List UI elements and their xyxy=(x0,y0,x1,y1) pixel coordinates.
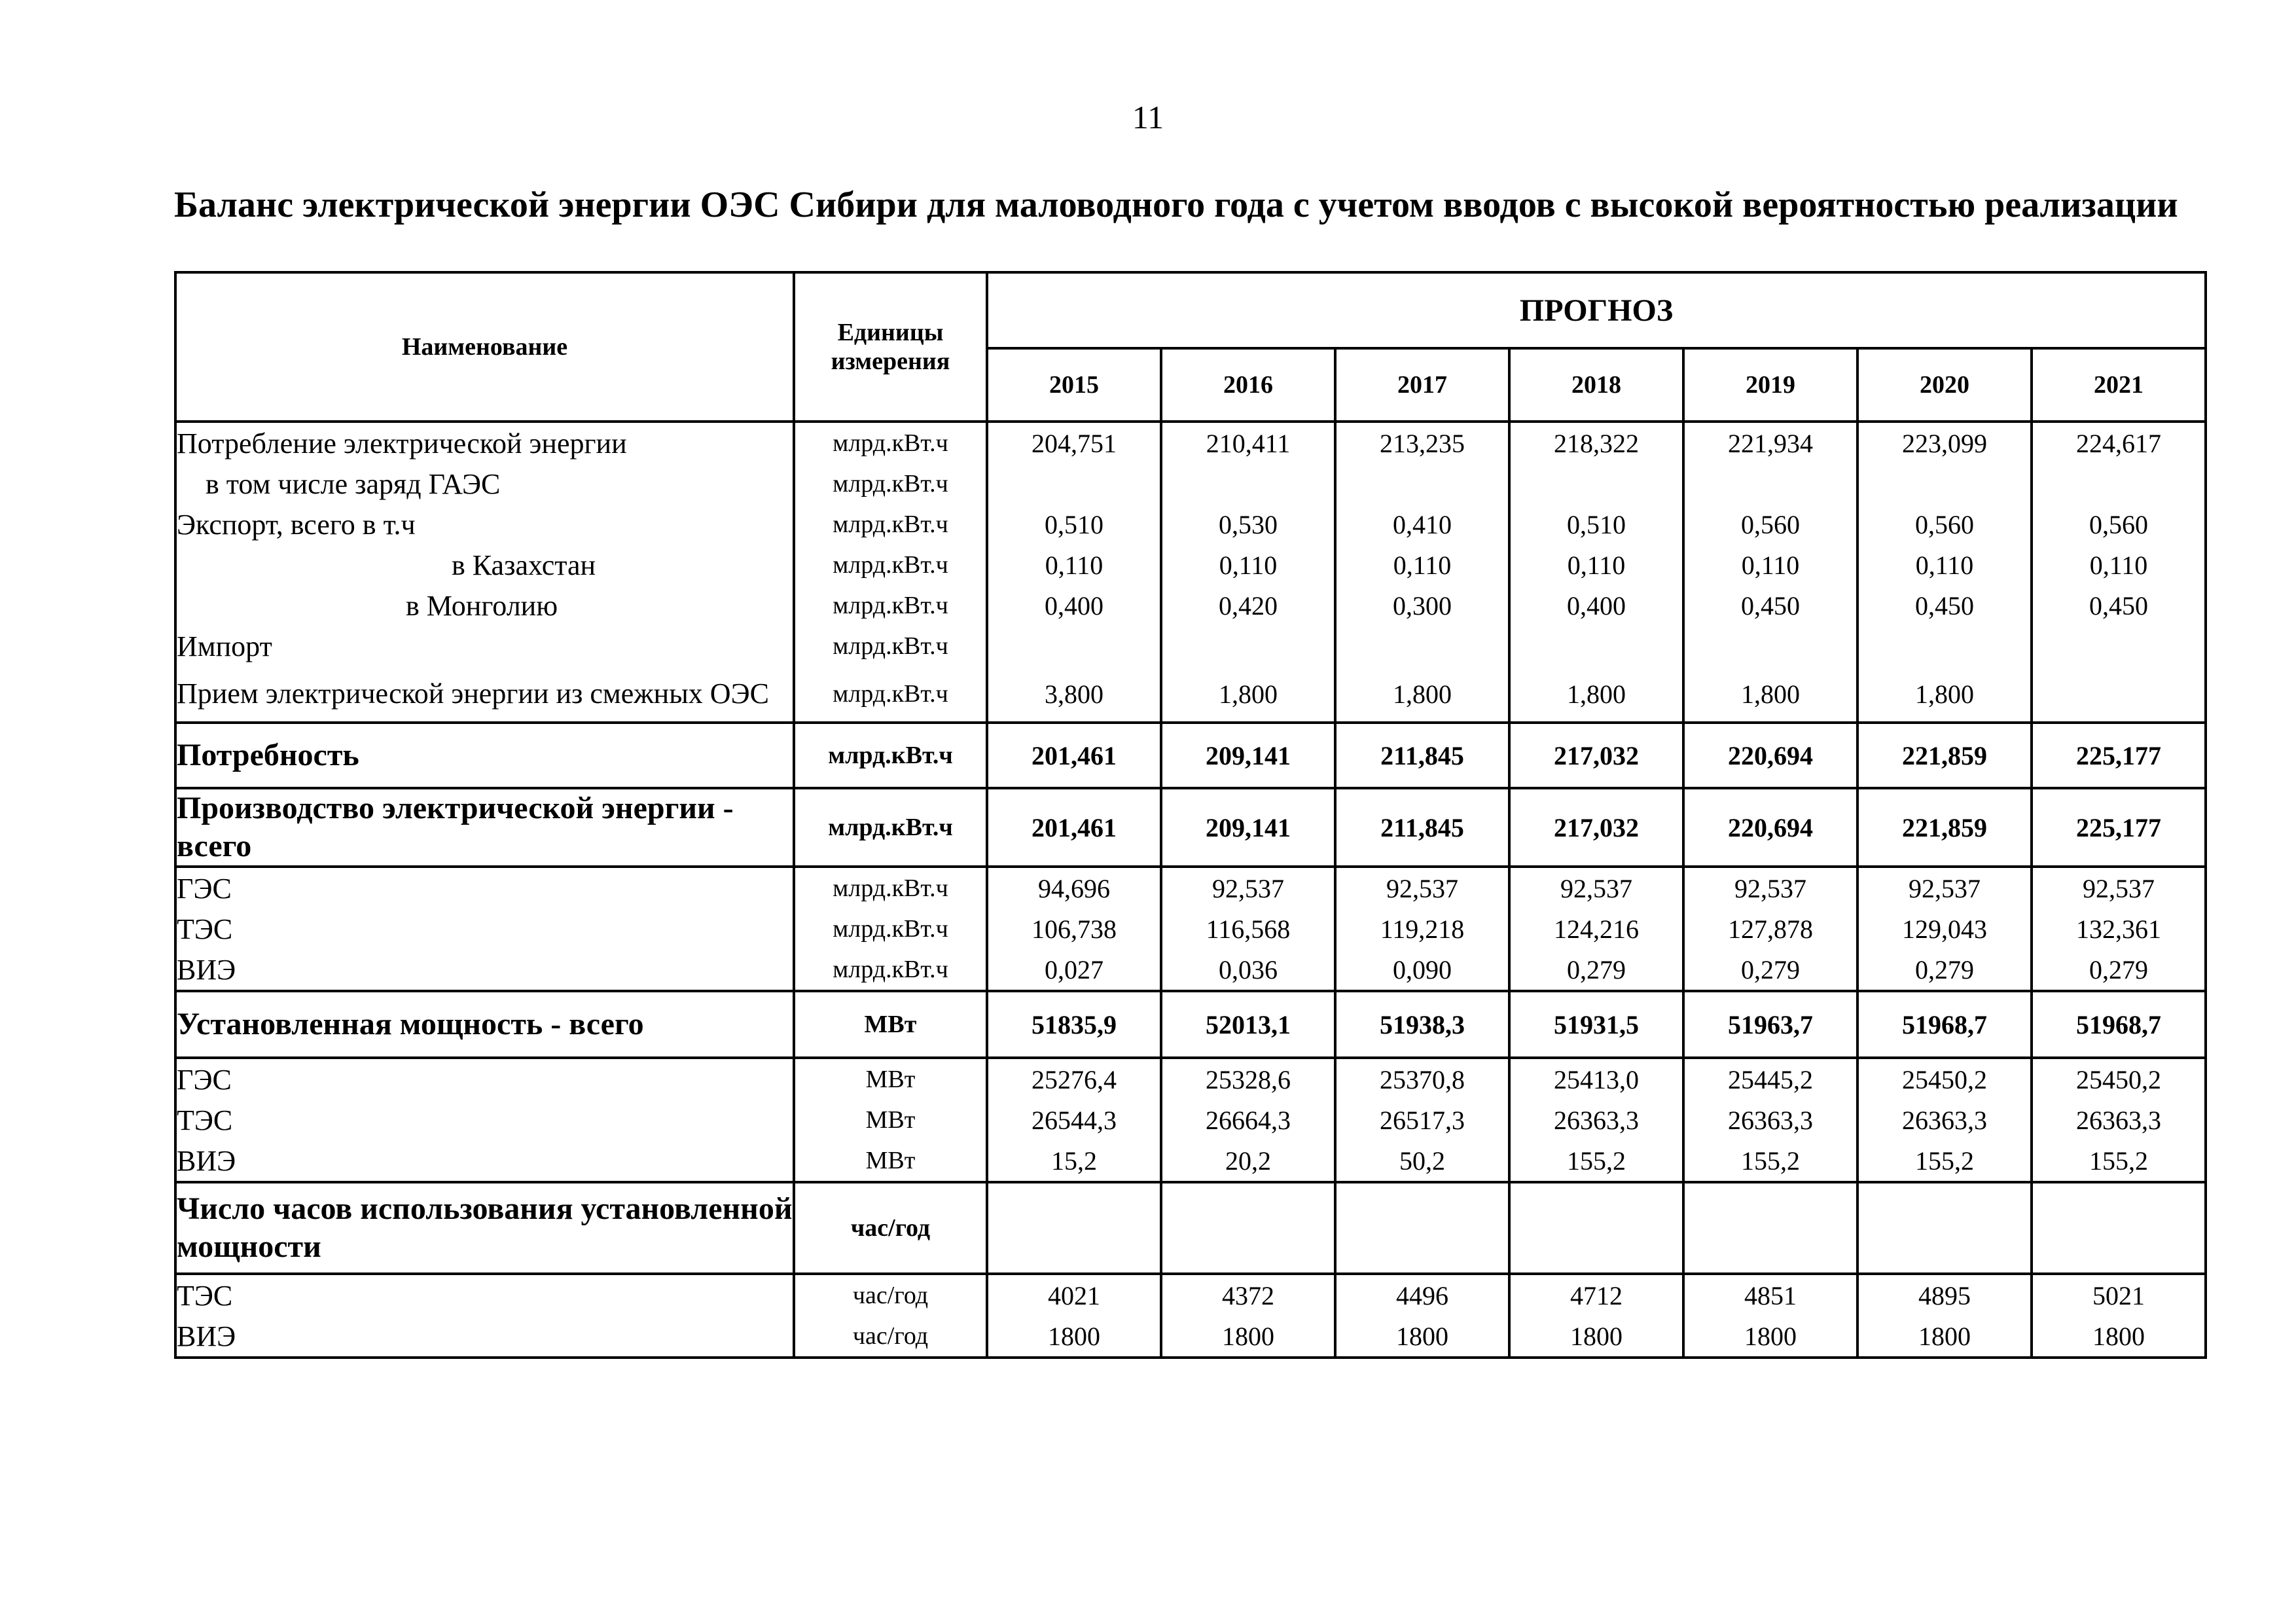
row-value xyxy=(2032,463,2206,504)
row-unit: МВт xyxy=(794,1140,987,1182)
row-unit: млрд.кВт.ч xyxy=(794,949,987,991)
row-value xyxy=(1509,1182,1683,1274)
header-year: 2021 xyxy=(2032,348,2206,422)
row-value xyxy=(987,1182,1161,1274)
row-value xyxy=(1857,1182,2032,1274)
row-value: 225,177 xyxy=(2032,723,2206,788)
row-name: в Казахстан xyxy=(175,545,794,585)
row-value: 92,537 xyxy=(1509,867,1683,909)
row-value: 132,361 xyxy=(2032,909,2206,949)
row-unit: МВт xyxy=(794,991,987,1058)
row-value: 211,845 xyxy=(1335,723,1509,788)
row-value: 26544,3 xyxy=(987,1100,1161,1140)
row-value: 209,141 xyxy=(1161,723,1335,788)
table-row xyxy=(175,626,2206,666)
row-value: 124,216 xyxy=(1509,909,1683,949)
row-value: 0,110 xyxy=(2032,545,2206,585)
row-value: 211,845 xyxy=(1335,788,1509,867)
row-name: ТЭС xyxy=(175,1274,794,1316)
balance-table xyxy=(174,271,2207,1359)
row-value: 25370,8 xyxy=(1335,1058,1509,1100)
row-value: 155,2 xyxy=(1509,1140,1683,1182)
row-name: ВИЭ xyxy=(175,1140,794,1182)
row-value xyxy=(1161,626,1335,666)
row-value xyxy=(1683,626,1857,666)
header-year: 2020 xyxy=(1857,348,2032,422)
row-value: 4372 xyxy=(1161,1274,1335,1316)
row-value: 0,279 xyxy=(1857,949,2032,991)
row-unit: час/год xyxy=(794,1182,987,1274)
row-value: 26363,3 xyxy=(1509,1100,1683,1140)
row-value: 0,110 xyxy=(1857,545,2032,585)
row-name: Число часов использования установленной мощности xyxy=(175,1182,794,1274)
row-value: 213,235 xyxy=(1335,422,1509,463)
table-row xyxy=(175,1182,2206,1274)
row-value: 0,560 xyxy=(1857,504,2032,545)
row-value: 217,032 xyxy=(1509,723,1683,788)
row-value: 201,461 xyxy=(987,788,1161,867)
table-row xyxy=(175,422,2206,463)
row-value: 0,279 xyxy=(2032,949,2206,991)
row-value xyxy=(1335,463,1509,504)
row-value xyxy=(1335,1182,1509,1274)
row-name: Потребность xyxy=(175,723,794,788)
row-value xyxy=(2032,1182,2206,1274)
row-value: 0,560 xyxy=(1683,504,1857,545)
row-value: 221,859 xyxy=(1857,788,2032,867)
row-value: 92,537 xyxy=(2032,867,2206,909)
row-name: ТЭС xyxy=(175,909,794,949)
row-value: 224,617 xyxy=(2032,422,2206,463)
row-value: 92,537 xyxy=(1161,867,1335,909)
row-value: 220,694 xyxy=(1683,723,1857,788)
table-row xyxy=(175,949,2206,991)
row-value xyxy=(1509,463,1683,504)
table-row xyxy=(175,723,2206,788)
row-value xyxy=(1509,626,1683,666)
table-row xyxy=(175,504,2206,545)
row-value: 5021 xyxy=(2032,1274,2206,1316)
table-row xyxy=(175,666,2206,723)
row-value: 51963,7 xyxy=(1683,991,1857,1058)
row-name: Экспорт, всего в т.ч xyxy=(175,504,794,545)
row-value: 0,400 xyxy=(1509,585,1683,626)
row-value: 127,878 xyxy=(1683,909,1857,949)
table-row xyxy=(175,1316,2206,1358)
row-unit: млрд.кВт.ч xyxy=(794,788,987,867)
row-value: 50,2 xyxy=(1335,1140,1509,1182)
row-value xyxy=(2032,626,2206,666)
row-value: 0,510 xyxy=(987,504,1161,545)
row-value: 26664,3 xyxy=(1161,1100,1335,1140)
row-unit: млрд.кВт.ч xyxy=(794,504,987,545)
row-value: 221,934 xyxy=(1683,422,1857,463)
row-value: 94,696 xyxy=(987,867,1161,909)
row-value: 0,560 xyxy=(2032,504,2206,545)
header-unit: Единицы измерения xyxy=(794,272,987,422)
row-value xyxy=(1857,463,2032,504)
row-value: 155,2 xyxy=(1857,1140,2032,1182)
row-value xyxy=(1683,463,1857,504)
row-name: Импорт xyxy=(175,626,794,666)
row-value: 0,300 xyxy=(1335,585,1509,626)
row-value: 0,450 xyxy=(1857,585,2032,626)
header-forecast: ПРОГНОЗ xyxy=(987,272,2206,348)
row-name: ГЭС xyxy=(175,1058,794,1100)
table-row xyxy=(175,1100,2206,1140)
row-name: Производство электрической энергии - всего xyxy=(175,788,794,867)
table-row xyxy=(175,463,2206,504)
row-name: ВИЭ xyxy=(175,949,794,991)
row-value: 26363,3 xyxy=(1683,1100,1857,1140)
row-unit: час/год xyxy=(794,1316,987,1358)
row-value: 1800 xyxy=(1683,1316,1857,1358)
row-value: 0,027 xyxy=(987,949,1161,991)
table-row xyxy=(175,585,2206,626)
row-value: 1,800 xyxy=(1857,666,2032,723)
row-value: 155,2 xyxy=(1683,1140,1857,1182)
row-value: 220,694 xyxy=(1683,788,1857,867)
row-value: 223,099 xyxy=(1857,422,2032,463)
row-value xyxy=(987,463,1161,504)
table-row xyxy=(175,1140,2206,1182)
row-value: 20,2 xyxy=(1161,1140,1335,1182)
row-value: 116,568 xyxy=(1161,909,1335,949)
row-value: 0,279 xyxy=(1683,949,1857,991)
row-value: 26363,3 xyxy=(1857,1100,2032,1140)
row-value: 1800 xyxy=(987,1316,1161,1358)
row-value: 0,110 xyxy=(1683,545,1857,585)
row-value: 26517,3 xyxy=(1335,1100,1509,1140)
row-unit: МВт xyxy=(794,1100,987,1140)
row-value: 4851 xyxy=(1683,1274,1857,1316)
row-unit: час/год xyxy=(794,1274,987,1316)
row-value: 52013,1 xyxy=(1161,991,1335,1058)
table-row xyxy=(175,1058,2206,1100)
row-unit: млрд.кВт.ч xyxy=(794,626,987,666)
row-value: 0,279 xyxy=(1509,949,1683,991)
row-value: 25276,4 xyxy=(987,1058,1161,1100)
row-value: 0,450 xyxy=(1683,585,1857,626)
row-value: 0,110 xyxy=(1509,545,1683,585)
row-value: 3,800 xyxy=(987,666,1161,723)
row-value: 119,218 xyxy=(1335,909,1509,949)
row-value: 1800 xyxy=(1857,1316,2032,1358)
row-value: 0,110 xyxy=(1335,545,1509,585)
table-row xyxy=(175,545,2206,585)
row-value: 51968,7 xyxy=(1857,991,2032,1058)
row-value: 221,859 xyxy=(1857,723,2032,788)
row-value: 0,410 xyxy=(1335,504,1509,545)
row-name: Установленная мощность - всего xyxy=(175,991,794,1058)
row-value: 25413,0 xyxy=(1509,1058,1683,1100)
document-title: Баланс электрической энергии ОЭС Сибири для маловодного года с учетом вводов с высокой вероятностью реализации xyxy=(174,185,2178,225)
row-unit: млрд.кВт.ч xyxy=(794,585,987,626)
row-value: 26363,3 xyxy=(2032,1100,2206,1140)
row-value: 218,322 xyxy=(1509,422,1683,463)
row-value: 51931,5 xyxy=(1509,991,1683,1058)
table-row xyxy=(175,909,2206,949)
row-name: ВИЭ xyxy=(175,1316,794,1358)
row-unit: млрд.кВт.ч xyxy=(794,422,987,463)
row-value: 155,2 xyxy=(2032,1140,2206,1182)
row-value: 0,090 xyxy=(1335,949,1509,991)
table-row xyxy=(175,991,2206,1058)
row-value xyxy=(1683,1182,1857,1274)
table-row xyxy=(175,1274,2206,1316)
table-body xyxy=(175,422,2206,1358)
row-value xyxy=(1857,626,2032,666)
row-value: 51968,7 xyxy=(2032,991,2206,1058)
page-number: 11 xyxy=(1132,99,1164,135)
row-name: ТЭС xyxy=(175,1100,794,1140)
row-value xyxy=(1161,1182,1335,1274)
row-value: 0,110 xyxy=(987,545,1161,585)
row-name: в том числе заряд ГАЭС xyxy=(175,463,794,504)
row-value: 15,2 xyxy=(987,1140,1161,1182)
row-unit: МВт xyxy=(794,1058,987,1100)
row-value: 1800 xyxy=(1335,1316,1509,1358)
row-value: 201,461 xyxy=(987,723,1161,788)
row-value: 4712 xyxy=(1509,1274,1683,1316)
row-value: 25445,2 xyxy=(1683,1058,1857,1100)
row-value: 1,800 xyxy=(1683,666,1857,723)
table-row xyxy=(175,788,2206,867)
header-year: 2015 xyxy=(987,348,1161,422)
row-name: Прием электрической энергии из смежных ОЭС xyxy=(175,666,794,723)
table-row xyxy=(175,867,2206,909)
row-value: 4895 xyxy=(1857,1274,2032,1316)
row-value: 210,411 xyxy=(1161,422,1335,463)
row-name: Потребление электрической энергии xyxy=(175,422,794,463)
header-name: Наименование xyxy=(175,272,794,422)
row-value: 0,420 xyxy=(1161,585,1335,626)
row-value: 51835,9 xyxy=(987,991,1161,1058)
row-unit: млрд.кВт.ч xyxy=(794,545,987,585)
header-year: 2019 xyxy=(1683,348,1857,422)
row-value: 217,032 xyxy=(1509,788,1683,867)
row-value: 4496 xyxy=(1335,1274,1509,1316)
row-value: 106,738 xyxy=(987,909,1161,949)
row-value xyxy=(1161,463,1335,504)
row-value: 1,800 xyxy=(1161,666,1335,723)
row-value: 129,043 xyxy=(1857,909,2032,949)
row-name: в Монголию xyxy=(175,585,794,626)
row-value: 204,751 xyxy=(987,422,1161,463)
row-value xyxy=(987,626,1161,666)
row-value: 1800 xyxy=(1161,1316,1335,1358)
row-value: 225,177 xyxy=(2032,788,2206,867)
row-value: 4021 xyxy=(987,1274,1161,1316)
row-name: ГЭС xyxy=(175,867,794,909)
row-value: 92,537 xyxy=(1683,867,1857,909)
row-value xyxy=(2032,666,2206,723)
row-unit: млрд.кВт.ч xyxy=(794,867,987,909)
row-value: 51938,3 xyxy=(1335,991,1509,1058)
row-value xyxy=(1335,626,1509,666)
row-unit: млрд.кВт.ч xyxy=(794,723,987,788)
header-year: 2017 xyxy=(1335,348,1509,422)
row-value: 1800 xyxy=(2032,1316,2206,1358)
row-value: 0,036 xyxy=(1161,949,1335,991)
header-year: 2016 xyxy=(1161,348,1335,422)
row-value: 209,141 xyxy=(1161,788,1335,867)
row-value: 1,800 xyxy=(1509,666,1683,723)
row-value: 25450,2 xyxy=(1857,1058,2032,1100)
header-year: 2018 xyxy=(1509,348,1683,422)
row-value: 0,450 xyxy=(2032,585,2206,626)
row-value: 25450,2 xyxy=(2032,1058,2206,1100)
row-unit: млрд.кВт.ч xyxy=(794,909,987,949)
row-value: 92,537 xyxy=(1335,867,1509,909)
row-value: 0,110 xyxy=(1161,545,1335,585)
row-value: 1800 xyxy=(1509,1316,1683,1358)
row-value: 0,530 xyxy=(1161,504,1335,545)
row-value: 0,510 xyxy=(1509,504,1683,545)
row-value: 0,400 xyxy=(987,585,1161,626)
row-value: 25328,6 xyxy=(1161,1058,1335,1100)
row-unit: млрд.кВт.ч xyxy=(794,463,987,504)
row-value: 1,800 xyxy=(1335,666,1509,723)
row-unit: млрд.кВт.ч xyxy=(794,666,987,723)
row-value: 92,537 xyxy=(1857,867,2032,909)
